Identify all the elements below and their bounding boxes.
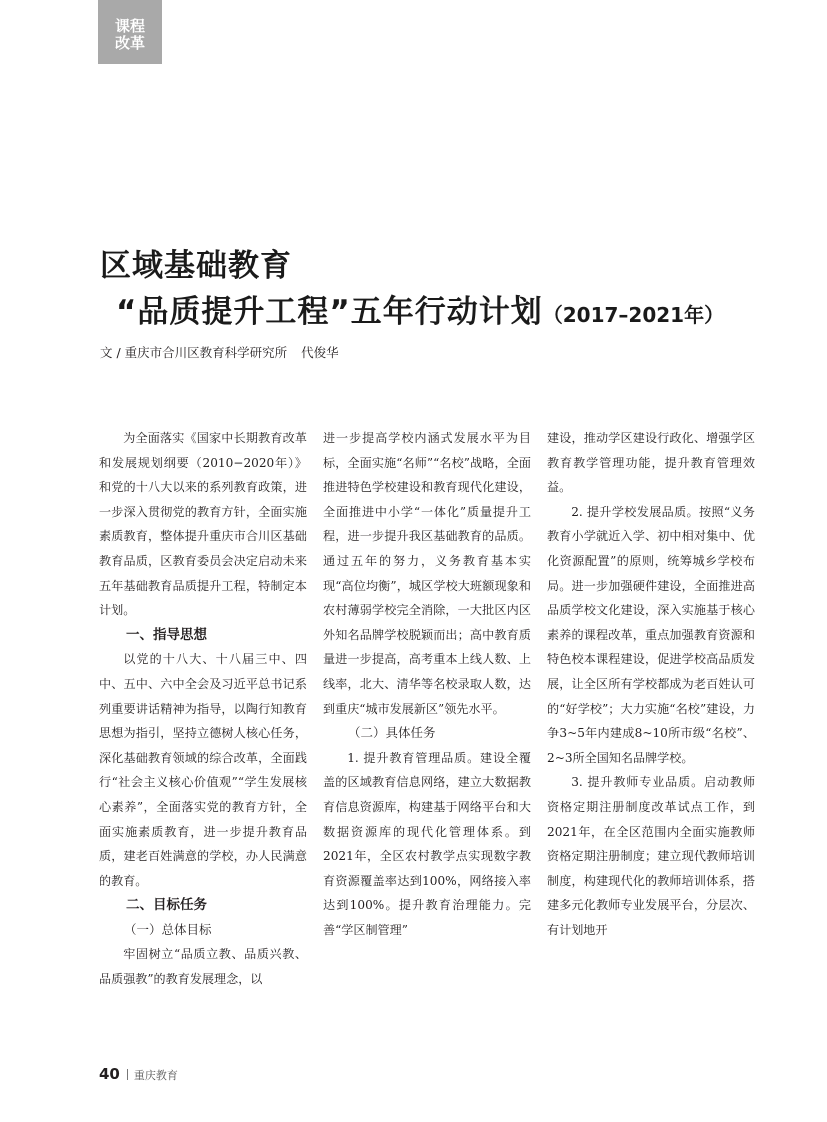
page-footer [99, 1064, 178, 1083]
body-paragraph: 2. 提升学校发展品质。按照“义务教育小学就近入学、初中相对集中、优化资源配置”的原则，统筹城乡学校布局。进一步加强硬件建设，全面推进高品质学校文化建设，深入实施基于核心素养的课程改革，重点加强教育资源和特色校本课程建设，促进学校高品质发展，让全区所有学校都成为老百姓认可的“好学校”；大力实施“名校”建设，力争3~5年内建成8~10所市级“名校”、2~3所全国知名品牌学校。 [547, 504, 755, 765]
byline-author: 代俊华 [301, 345, 339, 360]
section-heading: 一、指导思想 [126, 626, 207, 643]
footer-divider [127, 1069, 128, 1080]
section-tag [98, 0, 162, 64]
article-title-main: “品质提升工程”五年行动计划 [116, 294, 543, 330]
body-paragraph: 1. 提升教育管理品质。建设全覆盖的区域教育信息网络，建立大数据教育信息资源库，构建基于网络平台和大数据资源库的现代化管理体系。到2021年，全区农村教学点实现数字教育资源覆盖率达到100%，网络接入率达到100%。提升教育治理能力。完善“学区制管理” [323, 750, 531, 937]
article-title-line-2 [116, 286, 724, 331]
text-column-3 [547, 426, 755, 942]
article-title-years: （2017–2021年） [542, 303, 725, 327]
body-paragraph: 牢固树立“品质立教、品质兴教、品质强教”的教育发展理念，以 [99, 947, 307, 987]
journal-name: 重庆教育 [133, 1069, 178, 1082]
text-column-2 [323, 426, 531, 942]
section-tag-line-2: 改革 [114, 34, 145, 52]
subsection-heading: （二）具体任务 [348, 725, 436, 741]
page-number: 40 [99, 1065, 120, 1083]
article-title-line-1: 区域基础教育 [100, 248, 292, 284]
body-paragraph: 以党的十八大、十八届三中、四中、五中、六中全会及习近平总书记系列重要讲话精神为指导，以陶行知教育思想为指引，坚持立德树人核心任务，深化基础教育领域的综合改革，全面践行“社会主义核心价值观”“学生发展核心素养”，全面落实党的教育方针，全面实施素质教育，进一步提升教育品质，建老百姓满意的学校，办人民满意的教育。 [99, 652, 307, 888]
body-paragraph: 建设，推动学区建设行政化、增强学区教育教学管理功能，提升教育管理效益。 [547, 431, 755, 495]
subsection-heading: （一）总体目标 [124, 921, 212, 937]
text-column-1 [99, 426, 307, 992]
section-tag-line-1: 课程 [114, 17, 145, 35]
byline [100, 343, 339, 361]
body-paragraph: 为全面落实《国家中长期教育改革和发展规划纲要（2010−2020年）》和党的十八大以来的系列教育政策，进一步深入贯彻党的教育方针，全面实施素质教育，整体提升重庆市合川区基础教育品质，区教育委员会决定启动未来五年基础教育品质提升工程，特制定本计划。 [99, 431, 307, 618]
byline-affiliation: 文 / 重庆市合川区教育科学研究所 [100, 345, 288, 360]
section-heading: 二、目标任务 [126, 897, 207, 914]
body-paragraph: 3. 提升教师专业品质。启动教师资格定期注册制度改革试点工作，到2021年，在全区范围内全面实施教师资格定期注册制度；建立现代教师培训制度，构建现代化的教师培训体系，搭建多元化教师专业发展平台，分层次、有计划地开 [547, 775, 755, 937]
body-paragraph: 进一步提高学校内涵式发展水平为目标，全面实施“名师”“名校”战略，全面推进特色学校建设和教育现代化建设，全面推进中小学“一体化”质量提升工程，进一步提升我区基础教育的品质。通过五年的努力，义务教育基本实现“高位均衡”，城区学校大班额现象和农村薄弱学校完全消除，一大批区内区外知名品牌学校脱颖而出；高中教育质量进一步提高，高考重本上线人数、上线率，北大、清华等名校录取人数，达到重庆“城市发展新区”领先水平。 [323, 431, 531, 716]
